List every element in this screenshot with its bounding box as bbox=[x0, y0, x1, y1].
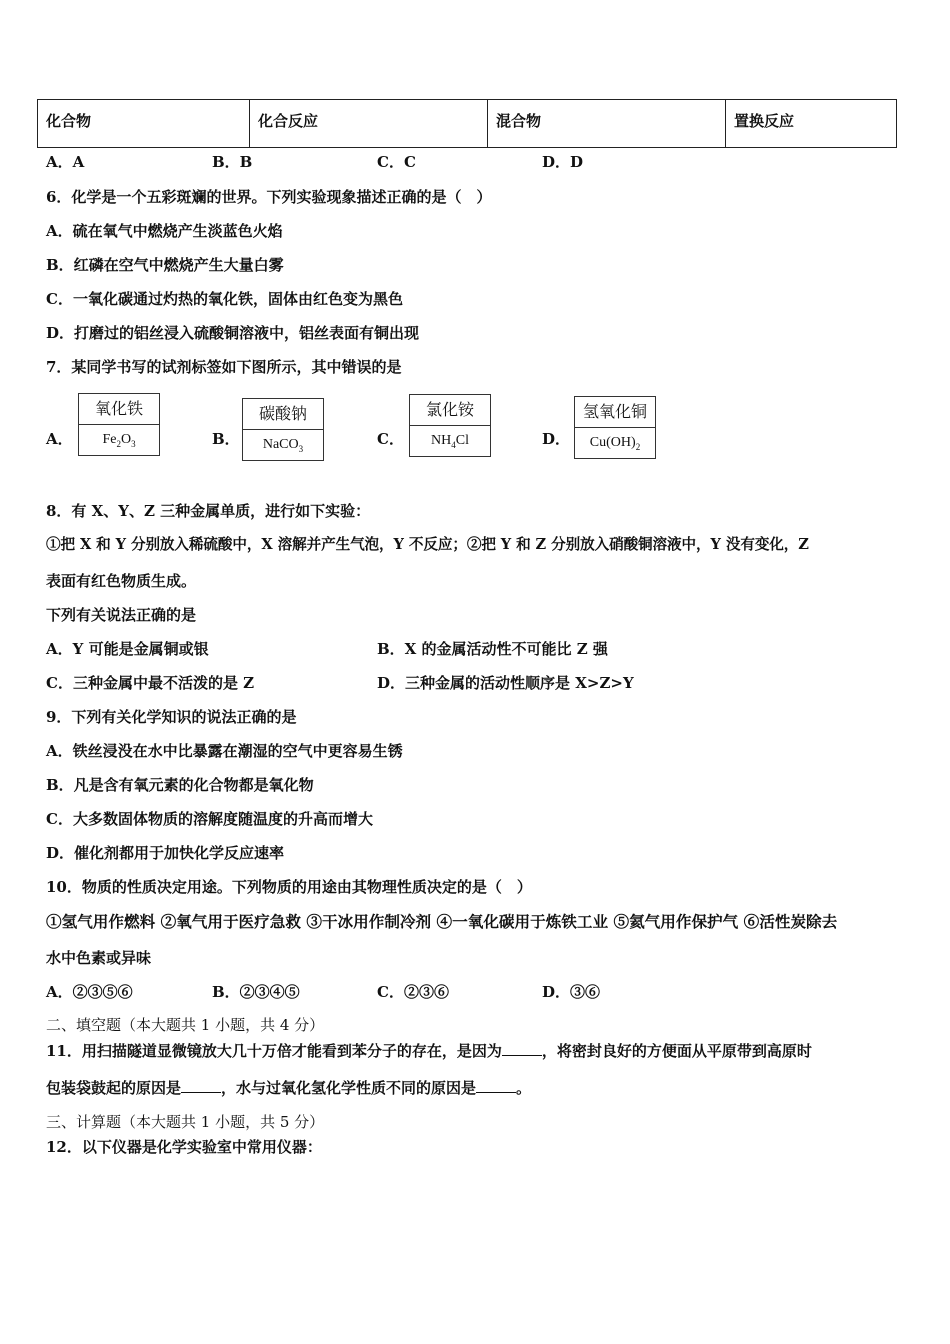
question-11-line bbox=[46, 1040, 812, 1061]
reagent-formula: $Cu(OH)_2$ bbox=[589, 435, 641, 452]
reagent-name: 氧化铁 bbox=[79, 394, 159, 425]
q6-option-d[interactable]: D．打磨过的铝丝浸入硫酸铜溶液中，铝丝表面有铜出现 bbox=[46, 324, 420, 342]
q11-text: 。 bbox=[516, 1079, 532, 1097]
q7-option-a[interactable]: A． bbox=[46, 430, 73, 448]
q9-option-d[interactable]: D．催化剂都用于加快化学反应速率 bbox=[46, 844, 285, 862]
question-9-stem: 9．下列有关化学知识的说法正确的是 bbox=[46, 708, 297, 726]
reagent-formula: NaCO$_3$ bbox=[262, 437, 304, 454]
reagent-label-d bbox=[574, 396, 656, 459]
q11-text: ，水与过氧化氢化学性质不同的原因是 bbox=[221, 1079, 477, 1097]
reagent-name: 氢氧化铜 bbox=[575, 397, 655, 428]
table-cell: 化合物 bbox=[38, 100, 250, 148]
q6-option-a[interactable]: A．硫在氧气中燃烧产生淡蓝色火焰 bbox=[46, 222, 283, 240]
reagent-name: 碳酸钠 bbox=[243, 399, 323, 430]
answer-blank[interactable] bbox=[181, 1080, 221, 1093]
q8-experiment-line: ①把 X 和 Y 分别放入稀硫酸中，X 溶解并产生气泡，Y 不反应；②把 Y 和 Z 分别放入硝酸铜溶液中，Y 没有变化，Z bbox=[46, 536, 809, 553]
reagent-formula: $Fe_2O_3$ bbox=[102, 432, 136, 449]
question-12-stem: 12．以下仪器是化学实验室中常用仪器： bbox=[46, 1138, 322, 1156]
q11-text: 包装袋鼓起的原因是 bbox=[46, 1079, 182, 1097]
q10-option-b[interactable]: B．②③④⑤ bbox=[212, 983, 300, 1001]
q10-option-a[interactable]: A．②③⑤⑥ bbox=[46, 983, 133, 1001]
q6-option-b[interactable]: B．红磷在空气中燃烧产生大量白雾 bbox=[46, 256, 284, 274]
q9-option-b[interactable]: B．凡是含有氧元素的化合物都是氧化物 bbox=[46, 776, 314, 794]
question-6-stem: 6．化学是一个五彩斑斓的世界。下列实验现象描述正确的是（ ） bbox=[46, 188, 492, 206]
answer-blank[interactable] bbox=[502, 1043, 542, 1056]
q7-option-c[interactable]: C． bbox=[377, 430, 404, 448]
option-d[interactable]: D．D bbox=[542, 153, 584, 171]
q7-option-b[interactable]: B． bbox=[212, 430, 240, 448]
answer-blank[interactable] bbox=[476, 1080, 516, 1093]
q8-option-a[interactable]: A．Y 可能是金属铜或银 bbox=[46, 640, 209, 658]
q8-option-c[interactable]: C．三种金属中最不活泼的是 Z bbox=[46, 674, 255, 692]
q10-items-line: 水中色素或异味 bbox=[46, 949, 152, 967]
table-row bbox=[38, 100, 897, 148]
q10-options bbox=[0, 981, 950, 1001]
classification-table bbox=[37, 99, 897, 148]
reagent-label-c bbox=[409, 394, 491, 457]
table-cell: 混合物 bbox=[488, 100, 726, 148]
reagent-formula: $NH_4Cl$ bbox=[431, 433, 469, 450]
q11-text: 11．用扫描隧道显微镜放大几十万倍才能看到苯分子的存在，是因为 bbox=[46, 1042, 502, 1060]
reagent-label-b bbox=[242, 398, 324, 461]
reagent-name: 氯化铵 bbox=[410, 395, 490, 426]
table-cell: 化合反应 bbox=[250, 100, 488, 148]
question-7-stem: 7．某同学书写的试剂标签如下图所示，其中错误的是 bbox=[46, 358, 402, 376]
q5-options bbox=[0, 151, 950, 171]
question-10-stem: 10．物质的性质决定用途。下列物质的用途由其物理性质决定的是（ ） bbox=[46, 878, 532, 896]
q8-option-b[interactable]: B．X 的金属活动性不可能比 Z 强 bbox=[377, 640, 608, 658]
question-8-stem: 8．有 X、Y、Z 三种金属单质，进行如下实验： bbox=[46, 502, 371, 520]
q10-option-c[interactable]: C．②③⑥ bbox=[377, 983, 449, 1001]
section-heading: 二、填空题（本大题共 1 小题，共 4 分） bbox=[46, 1016, 325, 1034]
q8-experiment-line: 表面有红色物质生成。 bbox=[46, 572, 197, 590]
q8-question-line: 下列有关说法正确的是 bbox=[46, 606, 197, 624]
q9-option-a[interactable]: A．铁丝浸没在水中比暴露在潮湿的空气中更容易生锈 bbox=[46, 742, 403, 760]
section-heading: 三、计算题（本大题共 1 小题，共 5 分） bbox=[46, 1113, 325, 1131]
option-b[interactable]: B．B bbox=[212, 153, 253, 171]
reagent-label-a bbox=[78, 393, 160, 456]
q7-option-d[interactable]: D． bbox=[542, 430, 571, 448]
q8-option-d[interactable]: D．三种金属的活动性顺序是 X>Z>Y bbox=[377, 674, 634, 692]
option-c[interactable]: C．C bbox=[377, 153, 416, 171]
q10-option-d[interactable]: D．③⑥ bbox=[542, 983, 601, 1001]
q11-text: ，将密封良好的方便面从平原带到高原时 bbox=[541, 1042, 812, 1060]
table-cell: 置换反应 bbox=[726, 100, 897, 148]
q6-option-c[interactable]: C．一氧化碳通过灼热的氧化铁，固体由红色变为黑色 bbox=[46, 290, 403, 308]
q10-items-line: ①氢气用作燃料 ②氧气用于医疗急救 ③干冰用作制冷剂 ④一氧化碳用于炼铁工业 ⑤氦气用作保护气 ⑥活性炭除去 bbox=[46, 912, 838, 931]
option-a[interactable]: A．A bbox=[46, 153, 85, 171]
q9-option-c[interactable]: C．大多数固体物质的溶解度随温度的升高而增大 bbox=[46, 810, 373, 828]
question-11-line bbox=[46, 1077, 531, 1098]
